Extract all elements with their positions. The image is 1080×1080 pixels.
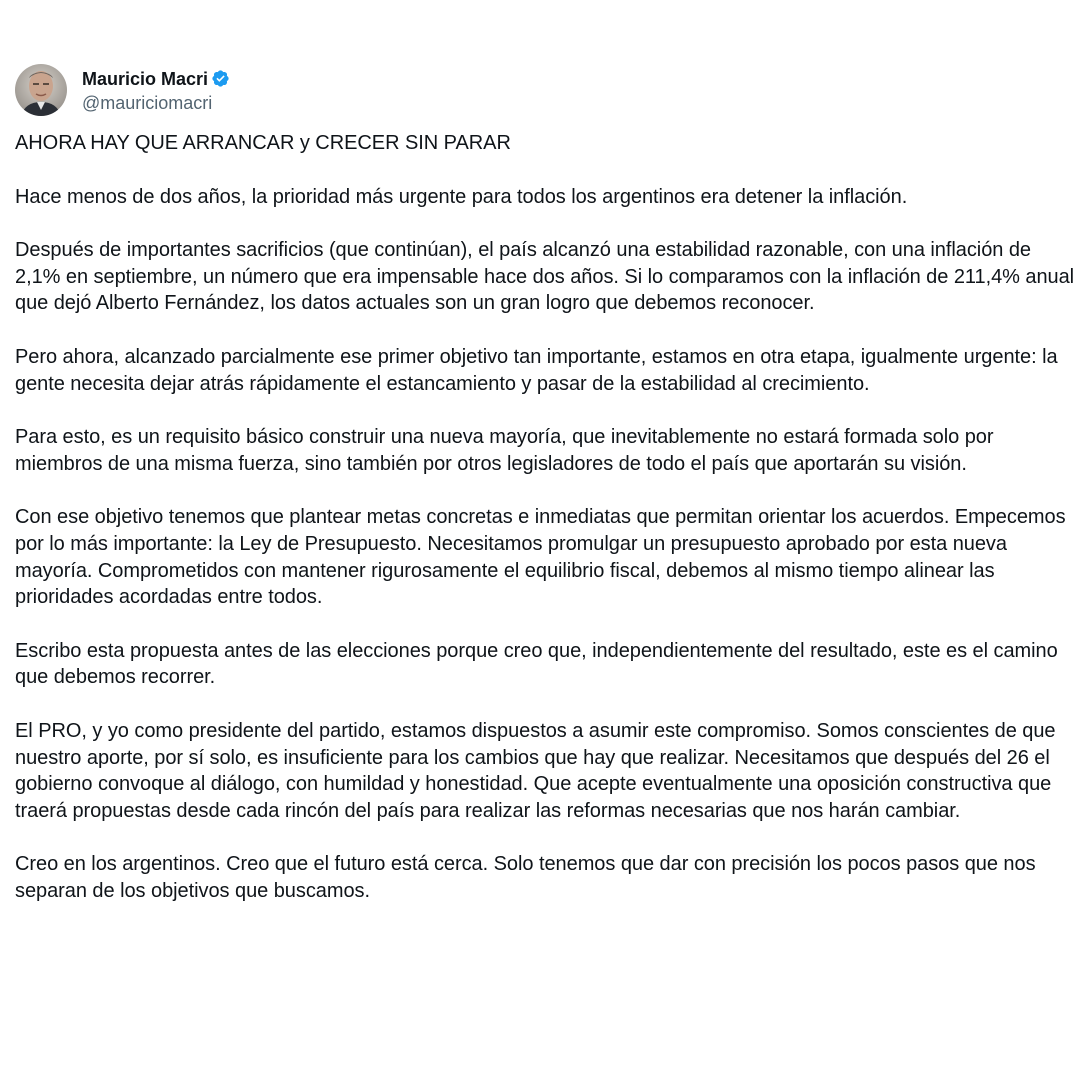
display-name[interactable]: Mauricio Macri (82, 68, 209, 89)
verified-badge-icon (211, 69, 230, 88)
tweet-paragraph: Escribo esta propuesta antes de las elecciones porque creo que, independientemente del resultado, este es el camino que debemos recorrer. (15, 639, 1058, 689)
tweet-paragraph: Hace menos de dos años, la prioridad más urgente para todos los argentinos era detener la inflación. (15, 185, 908, 208)
tweet-paragraph: Creo en los argentinos. Creo que el futuro está cerca. Solo tenemos que dar con precisión los pocos pasos que nos separan de los objetivos que buscamos. (15, 853, 1036, 902)
tweet-header (15, 64, 230, 116)
tweet-text (15, 130, 1075, 931)
tweet-paragraph: El PRO, y yo como presidente del partido, estamos dispuestos a asumir este compromiso. Somos conscientes de que nuestro aporte, por sí solo, es insuficiente para los cambios que hay que realizar. Necesitamos que después del 26 el gobierno convoque al diálogo, con humildad y honestidad. Que acepte eventualmente una oposición constructiva que traerá propuestas desde cada rincón del país para realizar las reformas necesarias que nos harán cambiar. (15, 719, 1056, 822)
tweet-paragraph: Con ese objetivo tenemos que plantear metas concretas e inmediatas que permitan orientar los acuerdos. Empecemos por lo más importante: la Ley de Presupuesto. Necesitamos promulgar un presupuesto aprobado por esta nueva mayoría. Comprometidos con mantener rigurosamente el equilibrio fiscal, debemos al mismo tiempo alinear las prioridades acordadas entre todos. (15, 506, 1066, 609)
tweet-paragraph: Pero ahora, alcanzado parcialmente ese primer objetivo tan importante, estamos en otra etapa, igualmente urgente: la gente necesita dejar atrás rápidamente el estancamiento y pasar de la estabilidad al crecimiento. (15, 345, 1058, 395)
profile-avatar-icon (15, 64, 67, 116)
name-row (82, 67, 230, 91)
tweet-paragraph: Después de importantes sacrificios (que continúan), el país alcanzó una estabilidad razonable, con una inflación de 2,1% en septiembre, un número que era impensable hace dos años. Si lo comparamos con la inflación de 211,4% anual que dejó Alberto Fernández, los datos actuales son un gran logro que debemos reconocer. (15, 239, 1075, 315)
author-names (82, 67, 230, 114)
tweet-paragraph: Para esto, es un requisito básico construir una nueva mayoría, que inevitablemente no estará formada solo por miembros de una misma fuerza, sino también por otros legisladores de todo el país que aportarán su visión. (15, 426, 994, 475)
avatar[interactable] (15, 64, 67, 116)
tweet-paragraph: AHORA HAY QUE ARRANCAR y CRECER SIN PARAR (15, 132, 511, 154)
handle[interactable]: @mauriciomacri (82, 92, 213, 113)
